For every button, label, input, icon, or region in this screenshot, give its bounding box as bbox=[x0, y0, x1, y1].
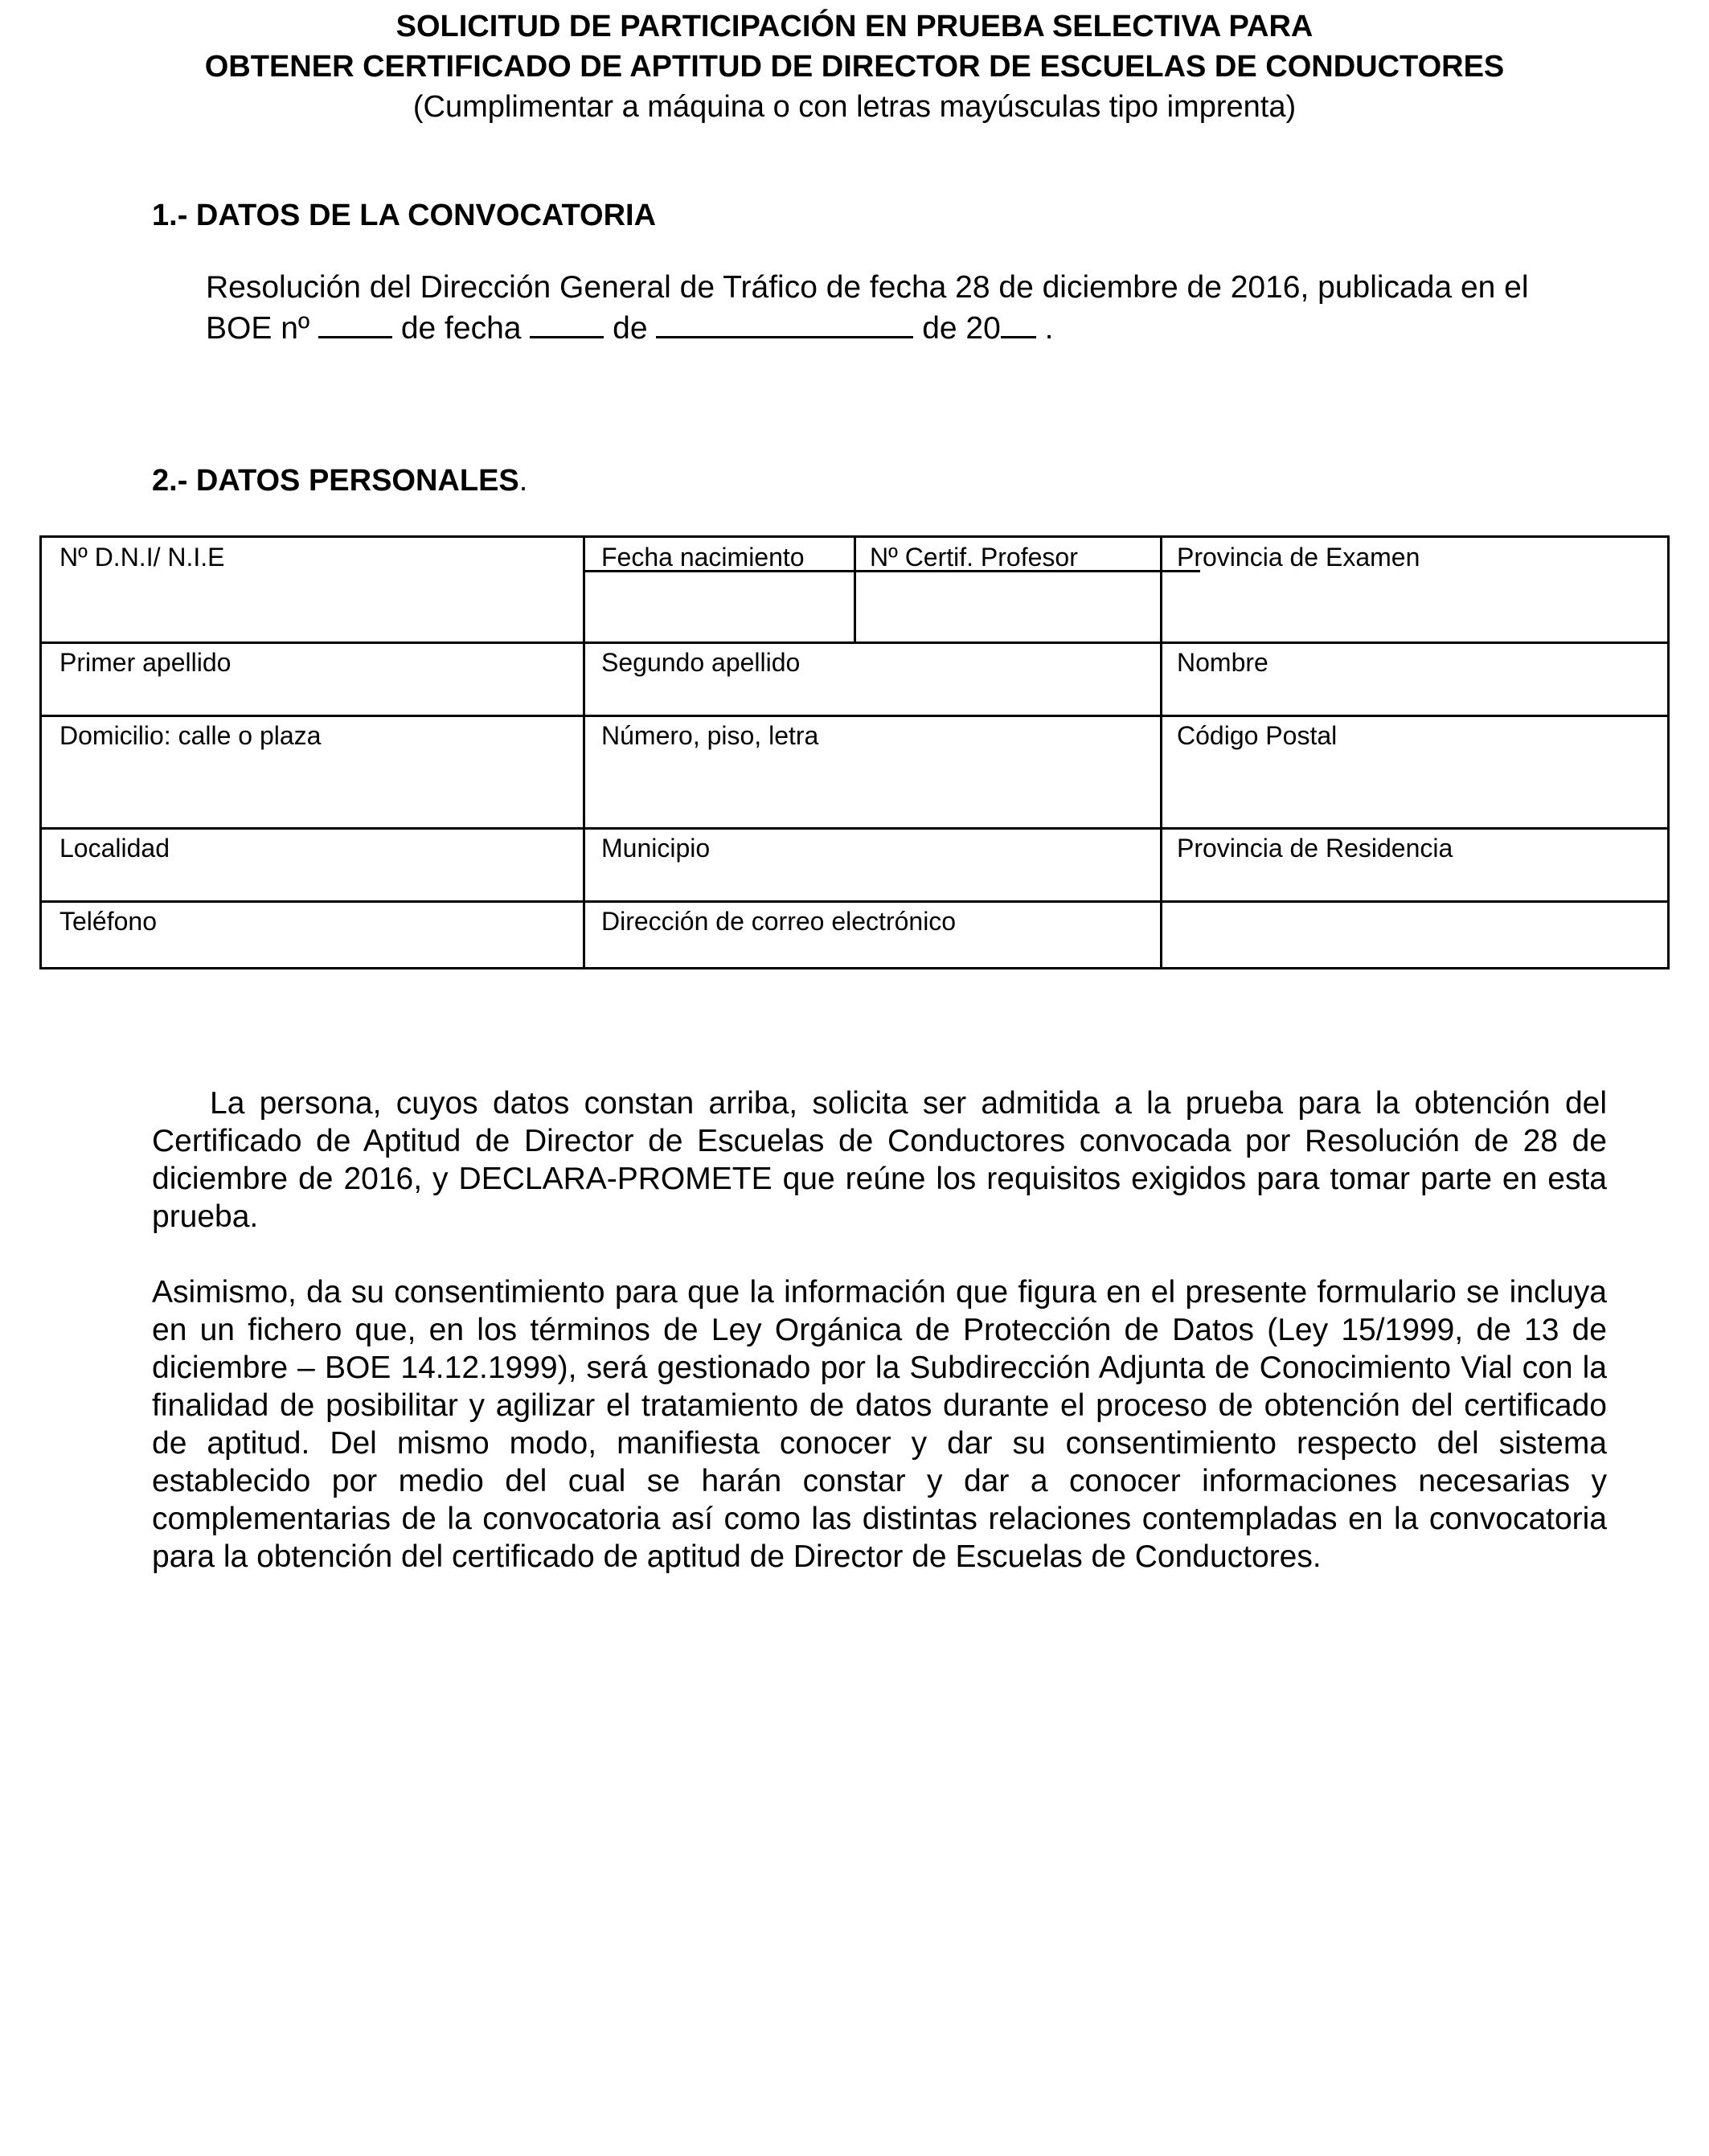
label-correo: Dirección de correo electrónico bbox=[601, 907, 957, 936]
label-certif-profesor: Nº Certif. Profesor bbox=[870, 543, 1078, 572]
convocatoria-text bbox=[206, 268, 1621, 348]
end-dot: . bbox=[1044, 311, 1054, 346]
section-2-title-text: 2.- DATOS PERSONALES bbox=[152, 464, 519, 498]
title-line-1: SOLICITUD DE PARTICIPACIÓN EN PRUEBA SELECTIVA PARA bbox=[395, 10, 1314, 43]
label-municipio: Municipio bbox=[601, 834, 711, 863]
convocatoria-line-2 bbox=[206, 307, 1621, 348]
row-divider-4 bbox=[42, 900, 1667, 903]
declaration-paragraph-1-text: La persona, cuyos datos constan arriba, solicita ser admitida a la prueba para la obtención del Certificado de Aptitud de Director de Escuelas de Conductores convocada por Resolución de 28 de diciembre de 2016, y DECLARA-PROMETE que reúne los requisitos exigidos para tomar parte en esta prueba. bbox=[152, 1086, 1607, 1234]
fecha-label: de fecha bbox=[400, 311, 522, 346]
label-telefono: Teléfono bbox=[59, 907, 157, 936]
label-provincia-examen: Provincia de Examen bbox=[1177, 543, 1420, 572]
convocatoria-line-1: Resolución del Dirección General de Tráfico de fecha 28 de diciembre de 2016, publicada en el bbox=[206, 270, 1529, 305]
section-2-title bbox=[152, 461, 527, 500]
label-provincia-residencia: Provincia de Residencia bbox=[1177, 834, 1453, 863]
row-divider-1 bbox=[42, 641, 1667, 644]
section-2-title-dot: . bbox=[518, 464, 528, 498]
boe-day-blank[interactable] bbox=[530, 307, 604, 338]
boe-label: BOE nº bbox=[206, 311, 310, 346]
declaration-paragraph-2: Asimismo, da su consentimiento para que la información que figura en el presente formulario se incluya en un fichero que, en los términos de Ley Orgánica de Protección de Datos (Ley 15/1999, de 13 de diciembre – BOE 14.12.1999), será gestionado por la Subdirección Adjunta de Conocimiento Vial con la finalidad de posibilitar y agilizar el tratamiento de datos durante el proceso de obtención del certificado de aptitud. Del mismo modo, manifiesta conocer y dar su consentimiento respecto del sistema establecido por medio del cual se harán constar y dar a conocer informaciones necesarias y complementarias de la convocatoria así como las distintas relaciones contempladas en la convocatoria para la obtención del certificado de aptitud de Director de Escuelas de Conductores. bbox=[152, 1275, 1607, 1574]
certif-profesor-input[interactable] bbox=[856, 572, 1160, 641]
de20-label: de 20 bbox=[922, 311, 1001, 346]
label-numero-piso: Número, piso, letra bbox=[601, 721, 819, 750]
document-header bbox=[0, 6, 1709, 127]
boe-month-blank[interactable] bbox=[656, 307, 913, 338]
label-nombre: Nombre bbox=[1177, 648, 1268, 677]
label-localidad: Localidad bbox=[59, 834, 170, 863]
label-fecha-nacimiento: Fecha nacimiento bbox=[601, 543, 805, 572]
boe-number-blank[interactable] bbox=[318, 307, 392, 338]
section-1-title: 1.- DATOS DE LA CONVOCATORIA bbox=[152, 199, 657, 232]
fill-instructions: (Cumplimentar a máquina o con letras mayúsculas tipo imprenta) bbox=[412, 90, 1297, 124]
boe-year-blank[interactable] bbox=[1001, 307, 1036, 338]
personal-data-table bbox=[39, 535, 1670, 969]
label-dni: Nº D.N.I/ N.I.E bbox=[59, 543, 225, 572]
row-divider-3 bbox=[42, 827, 1667, 830]
fecha-nacimiento-input[interactable] bbox=[585, 572, 854, 641]
label-segundo-apellido: Segundo apellido bbox=[601, 648, 801, 677]
title-line-2: OBTENER CERTIFICADO DE APTITUD DE DIRECTOR DE ESCUELAS DE CONDUCTORES bbox=[204, 50, 1505, 84]
row-divider-2 bbox=[42, 715, 1667, 717]
label-codigo-postal: Código Postal bbox=[1177, 721, 1338, 750]
de-label: de bbox=[613, 311, 648, 346]
label-primer-apellido: Primer apellido bbox=[59, 648, 232, 677]
label-domicilio: Domicilio: calle o plaza bbox=[59, 721, 322, 750]
declaration-paragraph-1 bbox=[152, 1084, 1607, 1236]
